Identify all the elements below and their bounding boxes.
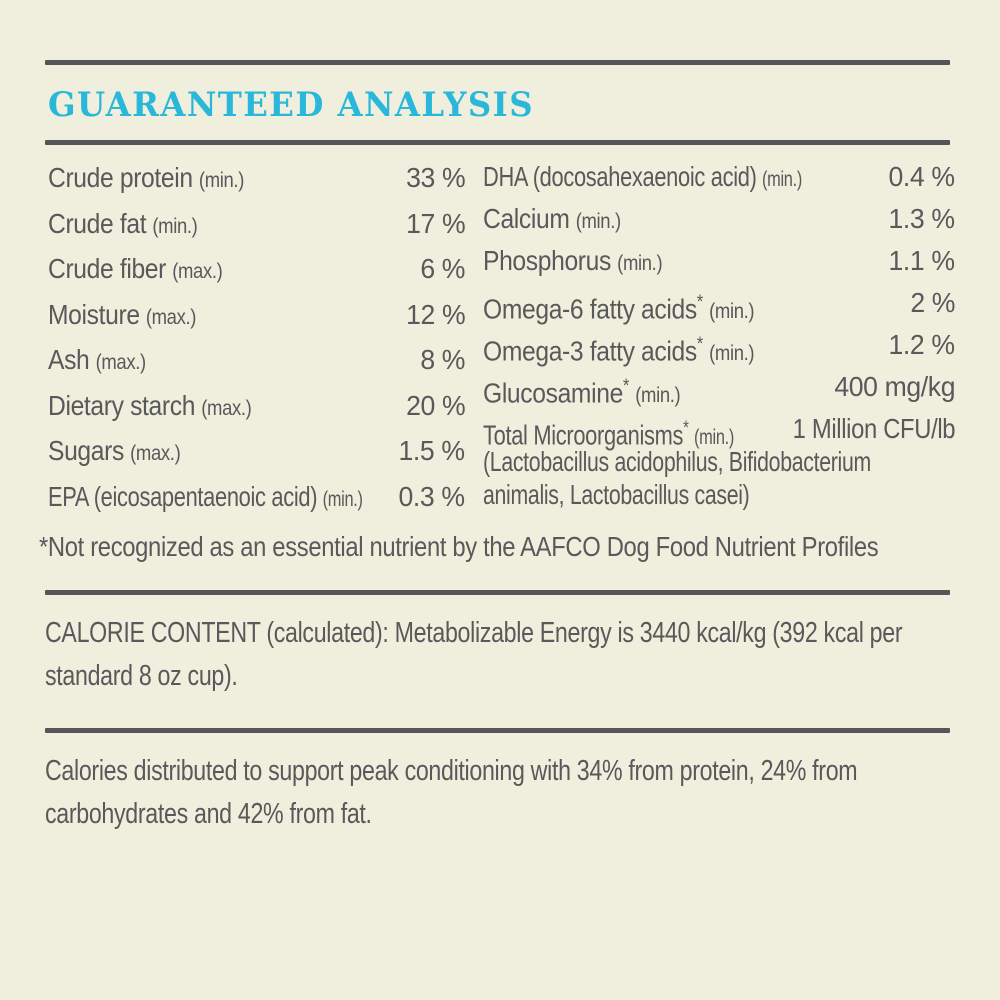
nutrient-label: Calcium (min.) (483, 203, 621, 234)
nutrient-label: DHA (docosahexaenoic acid) (min.) (483, 161, 802, 192)
nutrient-row (483, 156, 955, 198)
nutrient-row (483, 282, 955, 324)
nutrient-label: Omega-3 fatty acids* (min.) (483, 334, 755, 367)
nutrient-qualifier: (min.) (762, 168, 802, 191)
nutrient-label: Total Microorganisms* (min.) (483, 418, 735, 451)
nutrient-qualifier: (max.) (145, 305, 197, 329)
calorie-distribution-paragraph (45, 750, 1000, 836)
nutrient-qualifier: (min.) (322, 487, 363, 511)
nutrient-label: Ash (max.) (48, 344, 146, 375)
nutrient-qualifier: (max.) (130, 442, 181, 465)
nutrient-label: Crude fiber (max.) (48, 253, 223, 284)
nutrient-label: Crude protein (min.) (48, 162, 245, 193)
nutrient-value: 0.3 % (398, 480, 465, 512)
nutrient-label: Crude fat (min.) (48, 207, 198, 239)
calorie-content-paragraph (45, 612, 1000, 698)
calorie-section-rule (45, 590, 950, 595)
panel-title: GUARANTEED ANALYSIS (48, 85, 534, 125)
nutrient-column-left (48, 155, 465, 519)
nutrient-value: 0.4 % (888, 161, 955, 192)
nutrient-label: Glucosamine* (min.) (483, 376, 681, 409)
nutrient-qualifier: (min.) (709, 300, 755, 324)
nutrient-row (48, 383, 465, 429)
nutrient-row (483, 240, 955, 282)
nutrient-value: 1.1 % (888, 245, 955, 276)
nutrient-value: 1.2 % (888, 329, 955, 360)
nutrient-row (483, 366, 955, 408)
nutrient-label: Dietary starch (max.) (48, 389, 252, 421)
nutrient-row (48, 155, 465, 201)
nutrient-row (48, 292, 465, 338)
nutrient-value: 1.3 % (888, 203, 955, 234)
nutrient-value: 8 % (420, 344, 465, 375)
footnote-asterisk: * (696, 292, 703, 313)
nutrient-column-right (483, 156, 955, 450)
nutrient-row (483, 198, 955, 240)
nutrient-qualifier: (min.) (635, 384, 681, 408)
nutrient-qualifier: (min.) (152, 214, 198, 238)
nutrient-qualifier: (min.) (709, 342, 755, 366)
footnote-asterisk: * (683, 418, 689, 439)
distribution-section-rule (45, 728, 950, 733)
nutrient-qualifier: (max.) (201, 396, 252, 420)
nutrient-value: 6 % (420, 253, 465, 284)
nutrient-qualifier: (min.) (198, 169, 245, 192)
calorie-content-line: standard 8 oz cup). (45, 660, 238, 692)
nutrient-value: 1.5 % (398, 435, 465, 466)
nutrient-qualifier: (min.) (694, 426, 735, 450)
microorganism-species-note (483, 445, 993, 511)
nutrient-value: 20 % (405, 389, 465, 421)
nutrient-value: 33 % (405, 162, 465, 193)
nutrient-value: 12 % (405, 298, 465, 330)
nutrient-row (48, 337, 465, 383)
nutrient-row (483, 324, 955, 366)
nutrient-value: 2 % (910, 287, 955, 318)
nutrient-row (48, 246, 465, 292)
nutrient-value: 17 % (405, 207, 465, 239)
nutrient-label: Moisture (max.) (48, 298, 197, 330)
nutrient-qualifier: (min.) (617, 252, 663, 275)
calorie-content-line: CALORIE CONTENT (calculated): Metabolizable Energy is 3440 kcal/kg (392 kcal per (45, 617, 903, 649)
nutrient-label: Omega-6 fatty acids* (min.) (483, 292, 755, 325)
nutrient-row (48, 474, 465, 520)
top-rule (45, 60, 950, 65)
nutrient-value: 1 Million CFU/lb (792, 413, 955, 444)
nutrient-qualifier: (max.) (172, 260, 223, 283)
nutrient-label: Phosphorus (min.) (483, 245, 663, 276)
nutrient-label: EPA (eicosapentaenoic acid) (min.) (48, 480, 363, 512)
nutrient-qualifier: (max.) (95, 351, 146, 374)
species-note-line: animalis, Lactobacillus casei) (483, 479, 750, 510)
calorie-distribution-line: Calories distributed to support peak conditioning with 34% from protein, 24% from (45, 755, 858, 787)
footnote-asterisk: * (622, 376, 630, 397)
nutrient-value: 400 mg/kg (834, 371, 955, 402)
nutrient-row (48, 428, 465, 474)
nutrient-label: Sugars (max.) (48, 435, 181, 466)
nutrient-qualifier: (min.) (575, 210, 621, 233)
species-note-line: (Lactobacillus acidophilus, Bifidobacterium (483, 446, 871, 477)
nutrient-row (48, 201, 465, 247)
calorie-distribution-line: carbohydrates and 42% from fat. (45, 798, 372, 830)
title-underline-rule (45, 140, 950, 145)
nutrient-row (483, 408, 955, 450)
aafco-footnote: *Not recognized as an essential nutrient by the AAFCO Dog Food Nutrient Profiles (39, 531, 879, 562)
footnote-asterisk: * (696, 334, 703, 355)
